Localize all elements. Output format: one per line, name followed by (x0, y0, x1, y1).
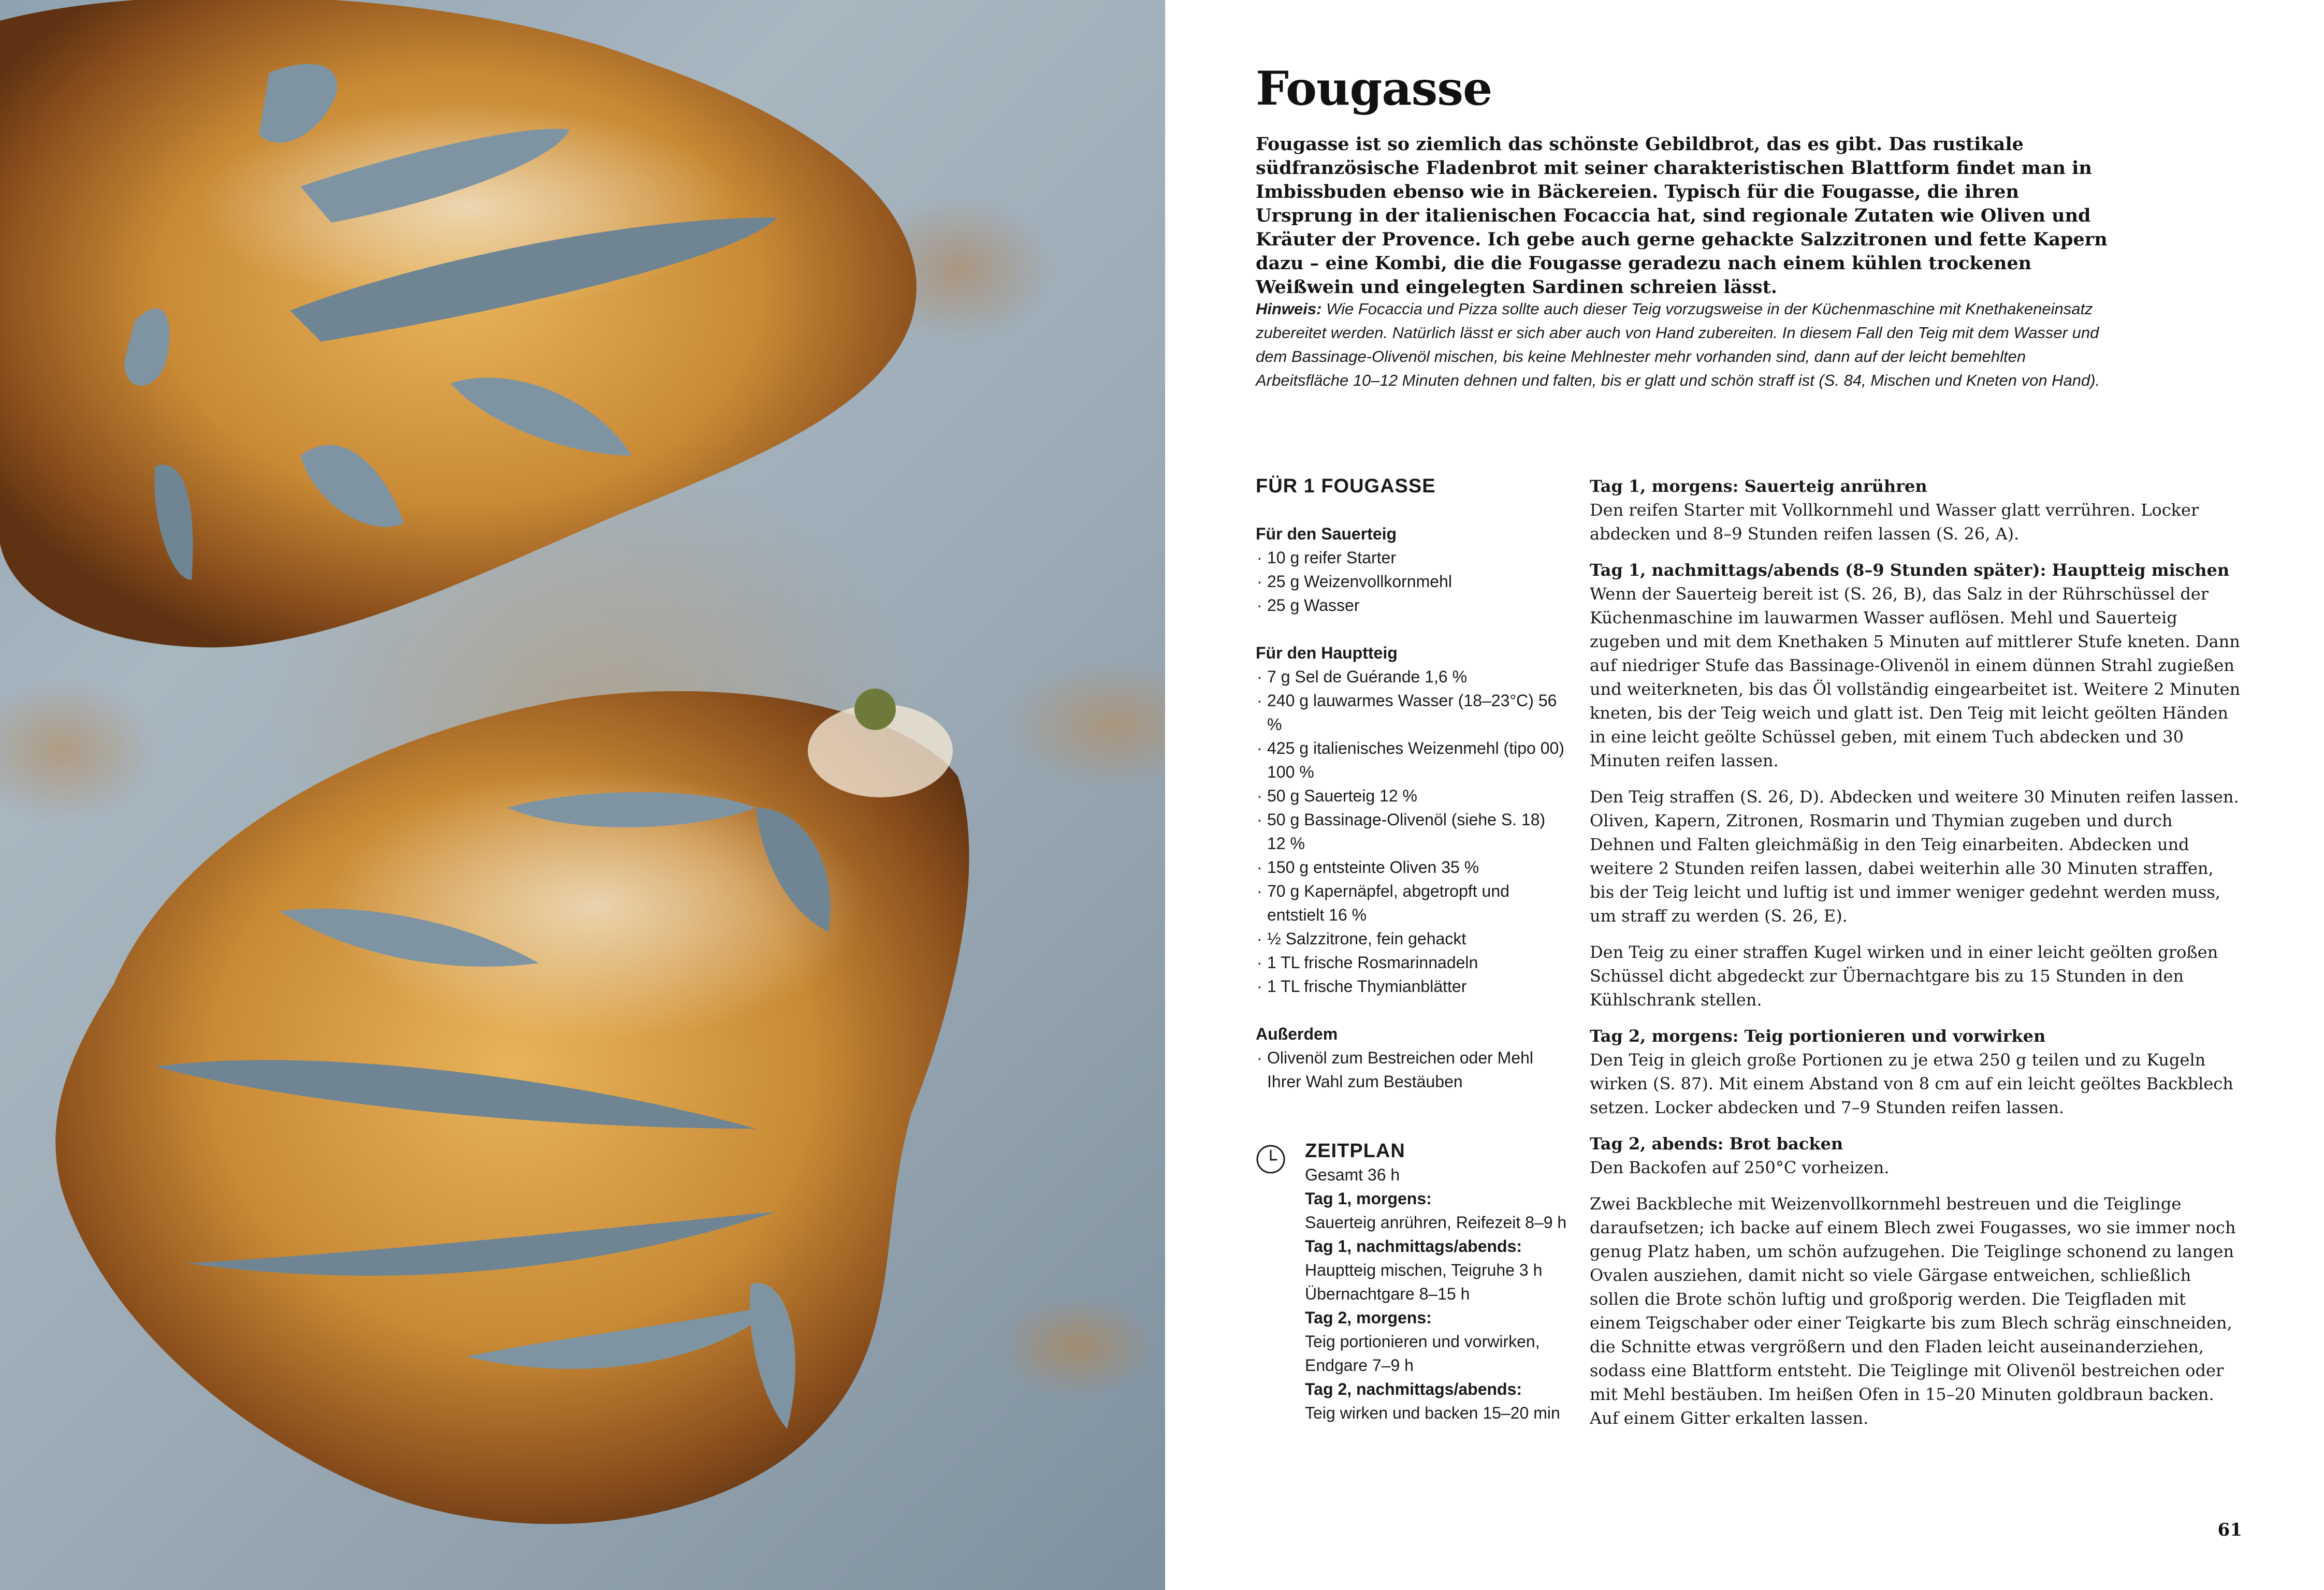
step-heading: Tag 1, nachmittags/abends (8–9 Stunden später): Hauptteig mischen (1590, 560, 2230, 580)
step-paragraph: Wenn der Sauerteig bereit ist (S. 26, B), das Salz in der Rührschüssel der Küchenmaschine im lauwarmen Wasser auflösen. Mehl und Sauerteig zugeben und mit dem Knethaken 5 Minuten auf mittlerer Stufe kneten. Dann auf niedriger Stufe das Bassinage-Olivenöl in einem dünnen Strahl zugießen und weiterkneten, bis das Öl vollständig eingearbeitet ist. Weitere 2 Minuten kneten, bis der Teig weich und glatt ist. Den Teig mit leicht geölten Händen in eine leicht geölte Schüssel geben, mit einem Tuch abdecken und 30 Minuten reifen lassen. (1590, 584, 2241, 770)
ingredient-item: · 25 g Weizenvollkornmehl (1256, 570, 1566, 593)
ingredient-item: · 7 g Sel de Guérande 1,6 % (1256, 665, 1566, 689)
zeitplan-entry-text: Teig wirken und backen 15–20 min (1305, 1404, 1560, 1422)
clock-icon (1256, 1144, 1286, 1174)
zeitplan-entry-label: Tag 2, morgens: (1305, 1308, 1432, 1327)
step-paragraph: Den Teig straffen (S. 26, D). Abdecken und weitere 30 Minuten reifen lassen. Oliven, Kapern, Zitronen, Rosmarin und Thymian zugeben und durch Dehnen und Falten gleichmäßig in den Teig einarbeiten. Abdecken und weitere 2 Stunden reifen lassen, dabei weiterhin alle 30 Minuten straffen, bis der Teig leicht und luftig ist und immer weniger gedehnt werden muss, um straff zu werden (S. 26, E). (1590, 787, 2239, 926)
zeitplan-entry-text: Hauptteig mischen, Teigruhe 3 h Übernachtgare 8–15 h (1305, 1261, 1543, 1303)
ingredient-item: · 150 g entsteinte Oliven 35 % (1256, 855, 1566, 879)
ingredients-section-title: Außerdem (1256, 1025, 1338, 1043)
method-column (1590, 474, 2242, 1442)
ingredient-item: · 1 TL frische Thymianblätter (1256, 974, 1566, 998)
ingredient-item: · 240 g lauwarmes Wasser (18–23°C) 56 % (1256, 689, 1566, 736)
zeitplan-entry-label: Tag 1, nachmittags/abends: (1305, 1237, 1522, 1256)
zeitplan-heading: ZEITPLAN (1305, 1140, 1405, 1162)
ingredients-heading: FÜR 1 FOUGASSE (1256, 475, 1436, 497)
ingredient-item: · 425 g italienisches Weizenmehl (tipo 00) 100 % (1256, 736, 1566, 784)
ingredients-section-title: Für den Sauerteig (1256, 524, 1397, 543)
step-paragraph: Den reifen Starter mit Vollkornmehl und Wasser glatt verrühren. Locker abdecken und 8–9 Stunden reifen lassen (S. 26, A). (1590, 500, 2199, 544)
recipe-intro: Fougasse ist so ziemlich das schönste Gebildbrot, das es gibt. Das rustikale südfranzösische Fladenbrot mit seiner charakteristischen Blattform findet man in Imbissbuden ebenso wie in Bäckereien. Typisch für die Fougasse, die ihren Ursprung in der italienischen Focaccia hat, sind regionale Zutaten wie Oliven und Kräuter der Provence. Ich gebe auch gerne gehackte Salzzitronen und fette Kapern dazu – eine Kombi, die die Fougasse geradezu nach einem kühlen trockenen Weißwein und eingelegten Sardinen schreien lässt. (1256, 134, 2108, 298)
zeitplan-total: Gesamt 36 h (1305, 1165, 1400, 1184)
ingredient-item: · 50 g Bassinage-Olivenöl (siehe S. 18) 12 % (1256, 808, 1566, 855)
ingredient-item: · 50 g Sauerteig 12 % (1256, 784, 1566, 808)
ingredient-item: · 10 g reifer Starter (1256, 546, 1566, 570)
zeitplan-entry-label: Tag 2, nachmittags/abends: (1305, 1380, 1522, 1398)
note-text: Wie Focaccia und Pizza sollte auch dieser Teig vorzugsweise in der Küchenmaschine mit Knethakeneinsatz zubereitet werden. Natürlich lässt er sich aber auch von Hand zubereiten. In diesem Fall den Teig mit dem Wasser und dem Bassinage-Olivenöl mischen, bis keine Mehlnester mehr vorhanden sind, dann auf der leicht bemehlten Arbeitsfläche 10–12 Minuten dehnen und falten, bis er glatt und schön straff ist (S. 84, Mischen und Kneten von Hand). (1256, 300, 2100, 389)
ingredient-item: · Olivenöl zum Bestreichen oder Mehl Ihrer Wahl zum Bestäuben (1256, 1046, 1566, 1093)
ingredients-list (1256, 665, 1566, 998)
page-number: 61 (2217, 1520, 2242, 1540)
step-heading: Tag 2, abends: Brot backen (1590, 1134, 1843, 1154)
step-paragraph: Zwei Backbleche mit Weizenvollkornmehl bestreuen und die Teiglinge daraufsetzen; ich backe auf einem Blech zwei Fougasses, wo sie immer noch genug Platz haben, um schön aufzugehen. Die Teiglinge schonend zu langen Ovalen ausziehen, damit nicht so viele Gärgase entweichen, schließlich sollen die Brote schön luftig und großporig werden. Die Teigfladen mit einem Teigschaber oder einer Teigkarte bis zum Blech schräg einschneiden, die Schnitte etwas vergrößern und den Fladen leicht auseinanderziehen, sodass eine Blattform entsteht. Die Teiglinge mit Olivenöl bestreichen oder mit Mehl bestäuben. Im heißen Ofen in 15–20 Minuten goldbraun backen. Auf einem Gitter erkalten lassen. (1590, 1194, 2236, 1428)
ingredient-item: · 1 TL frische Rosmarinnadeln (1256, 951, 1566, 974)
ingredients-list (1256, 1046, 1566, 1093)
ingredients-section-title: Für den Hauptteig (1256, 644, 1398, 662)
ingredient-item: · 25 g Wasser (1256, 593, 1566, 617)
step-heading: Tag 1, morgens: Sauerteig anrühren (1590, 476, 1927, 496)
recipe-note (1256, 297, 2110, 392)
ingredients-list (1256, 546, 1566, 617)
note-label: Hinweis: (1256, 300, 1322, 318)
zeitplan-body (1305, 1139, 1587, 1425)
top-fougasse (0, 0, 917, 648)
zeitplan-block (1256, 1139, 1587, 1425)
zeitplan-entry-text: Teig portionieren und vorwirken, Endgare 7–9 h (1305, 1332, 1540, 1375)
zeitplan-entry-label: Tag 1, morgens: (1305, 1189, 1432, 1208)
step-paragraph: Den Backofen auf 250°C vorheizen. (1590, 1158, 1890, 1177)
ingredient-item: · ½ Salzzitrone, fein gehackt (1256, 927, 1566, 951)
step-paragraph: Den Teig zu einer straffen Kugel wirken und in einer leicht geölten großen Schüssel dicht abgedeckt zur Übernachtgare bis zu 15 Stunden in den Kühlschrank stellen. (1590, 942, 2218, 1010)
zeitplan-entry-text: Sauerteig anrühren, Reifezeit 8–9 h (1305, 1213, 1567, 1232)
step-paragraph: Den Teig in gleich große Portionen zu je etwa 250 g teilen und zu Kugeln wirken (S. 87). Mit einem Abstand von 8 cm auf ein leicht geöltes Backblech setzen. Locker abdecken und 7–9 Stunden reifen lassen. (1590, 1050, 2233, 1117)
ingredient-item: · 70 g Kapernäpfel, abgetropft und entstielt 16 % (1256, 879, 1566, 927)
bottom-fougasse (55, 689, 969, 1524)
step-heading: Tag 2, morgens: Teig portionieren und vorwirken (1590, 1026, 2046, 1046)
ingredients-column (1256, 474, 1566, 1117)
recipe-title: Fougasse (1256, 61, 1492, 116)
